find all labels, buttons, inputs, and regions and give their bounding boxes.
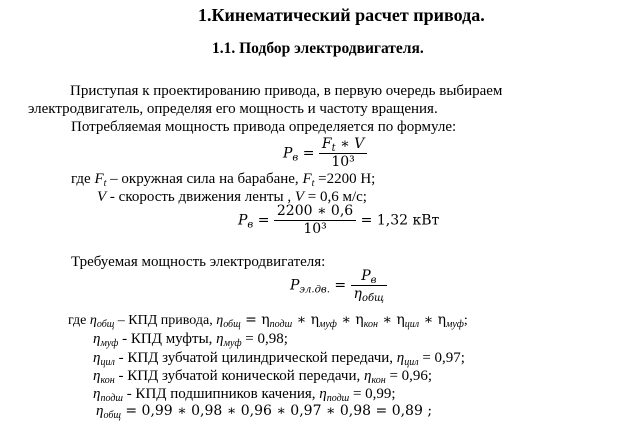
formula-subscript: цил bbox=[100, 357, 115, 368]
definition-text: - КПД зубчатой цилиндрической передачи, bbox=[114, 350, 397, 366]
formula-subscript: t bbox=[331, 143, 336, 154]
formula-subscript: подш bbox=[326, 393, 350, 404]
formula-symbol: F bbox=[321, 136, 332, 152]
formula-subscript: кон bbox=[100, 375, 115, 386]
formula-subscript: общ bbox=[361, 293, 385, 304]
formula-operator: ∗ bbox=[335, 136, 355, 152]
eta-symbol: η bbox=[363, 368, 372, 384]
definition-value: = 0,96; bbox=[385, 368, 433, 384]
definition-text: – окружная сила на барабане, bbox=[106, 171, 303, 187]
formula-subscript: общ bbox=[96, 319, 115, 330]
formula-subscript: подш bbox=[100, 393, 123, 404]
formula-symbol: P bbox=[283, 145, 293, 162]
formula-denominator: 10³ bbox=[303, 221, 327, 237]
definition-value: = 0,6 м/с; bbox=[304, 189, 367, 205]
formula-subscript: цил bbox=[404, 357, 419, 368]
formula-fraction bbox=[319, 136, 367, 171]
power-calculation: $P_в$ = $\frac{2200 ∗ 0,6}{\text{10³}}$ = 1,32 кВт bbox=[238, 203, 440, 237]
formula-subscript: муф bbox=[318, 319, 337, 330]
eta-symbol: η bbox=[93, 368, 101, 384]
definition-value: =2200 Н; bbox=[314, 171, 376, 187]
formula-part: = η bbox=[240, 312, 270, 328]
intro-line-2: электродвигатель, определяя его мощность и частоту вращения. bbox=[28, 101, 438, 117]
power-formula-intro: Потребляемая мощность привода определяется по формуле: bbox=[71, 119, 457, 135]
formula-part: ; bbox=[463, 313, 468, 328]
formula-symbol: P bbox=[361, 268, 371, 284]
where-prefix: где bbox=[68, 313, 90, 328]
formula-fraction bbox=[274, 203, 356, 238]
formula-symbol: P bbox=[290, 277, 300, 294]
efficiency-coupling-line bbox=[93, 330, 288, 348]
formula-symbol: V bbox=[294, 189, 305, 205]
efficiency-result: = 0,99 ∗ 0,98 ∗ 0,96 ∗ 0,97 ∗ 0,98 = 0,89 ; bbox=[120, 403, 433, 419]
definition-value: = 0,99; bbox=[349, 386, 396, 402]
formula-symbol: V bbox=[97, 189, 107, 205]
eta-symbol: η bbox=[96, 403, 104, 419]
definition-text: - КПД муфты, bbox=[118, 331, 217, 347]
definition-text: - КПД зубчатой конической передачи, bbox=[114, 368, 364, 384]
formula-subscript: кон bbox=[371, 375, 386, 386]
formula-subscript: в bbox=[247, 219, 254, 231]
formula-subscript: эл.дв. bbox=[299, 284, 330, 296]
eta-symbol: η bbox=[93, 331, 101, 347]
formula-subscript: цил bbox=[404, 319, 420, 330]
formula-part: ∗ η bbox=[377, 312, 405, 328]
efficiency-result-line bbox=[96, 402, 432, 420]
eta-symbol: η bbox=[93, 386, 101, 402]
eta-symbol: η bbox=[319, 386, 327, 402]
page-title: 1.Кинематический расчет привода. bbox=[198, 5, 485, 25]
formula-subscript: общ bbox=[223, 319, 241, 330]
formula-symbol: η bbox=[353, 286, 362, 302]
power-formula: $P_в$ = $\frac{F_t ∗ V}{\text{10³}}$ bbox=[283, 136, 367, 171]
formula-subscript: t bbox=[103, 178, 107, 189]
efficiency-cylindrical-line bbox=[93, 349, 465, 367]
eta-symbol: η bbox=[396, 350, 405, 366]
efficiency-conical-line bbox=[93, 367, 432, 385]
where-prefix: где bbox=[71, 171, 95, 187]
eta-symbol: η bbox=[93, 350, 101, 366]
required-power-intro: Требуемая мощность электродвигателя: bbox=[71, 254, 326, 270]
formula-subscript: t bbox=[311, 178, 315, 189]
formula-subscript: муф bbox=[100, 338, 119, 349]
efficiency-bearing-line bbox=[93, 385, 396, 403]
formula-fraction bbox=[351, 268, 388, 303]
formula-symbol: V bbox=[354, 136, 365, 152]
eta-symbol: η bbox=[89, 313, 97, 328]
efficiency-total-line bbox=[68, 311, 468, 330]
formula-subscript: муф bbox=[445, 319, 464, 330]
intro-paragraph bbox=[28, 82, 590, 118]
definition-text: – КПД привода, bbox=[114, 313, 217, 328]
formula-subscript: в bbox=[292, 152, 299, 164]
definition-text: - скорость движения ленты , bbox=[106, 189, 295, 205]
formula-denominator: 10³ bbox=[331, 154, 355, 170]
motor-power-formula: $P_{эл.дв.}$ = $\frac{P_в}{\eta_{общ}}$ bbox=[290, 268, 387, 303]
formula-subscript: общ bbox=[103, 410, 121, 421]
definition-value: = 0,97; bbox=[418, 350, 465, 366]
formula-subscript: в bbox=[370, 275, 377, 286]
section-title: 1.1. Подбор электродвигателя. bbox=[212, 40, 424, 57]
formula-subscript: кон bbox=[363, 319, 378, 330]
formula-part: ∗ η bbox=[419, 312, 446, 328]
definition-text: - КПД подшипников качения, bbox=[122, 386, 320, 402]
formula-symbol: F bbox=[94, 171, 104, 187]
definition-value: = 0,98; bbox=[241, 331, 288, 347]
intro-line-1: Приступая к проектированию привода, в первую очередь выбираем bbox=[70, 83, 503, 99]
formula-part: ∗ η bbox=[292, 312, 319, 328]
force-definition bbox=[71, 170, 375, 188]
formula-symbol: P bbox=[238, 212, 248, 229]
formula-subscript: подш bbox=[269, 319, 293, 330]
formula-numerator: 2200 ∗ 0,6 bbox=[274, 203, 356, 221]
formula-symbol: F bbox=[302, 171, 312, 187]
eta-symbol: η bbox=[216, 313, 224, 328]
formula-part: ∗ η bbox=[336, 312, 364, 328]
formula-subscript: муф bbox=[223, 338, 242, 349]
formula-result: = 1,32 кВт bbox=[360, 212, 440, 229]
eta-symbol: η bbox=[216, 331, 224, 347]
